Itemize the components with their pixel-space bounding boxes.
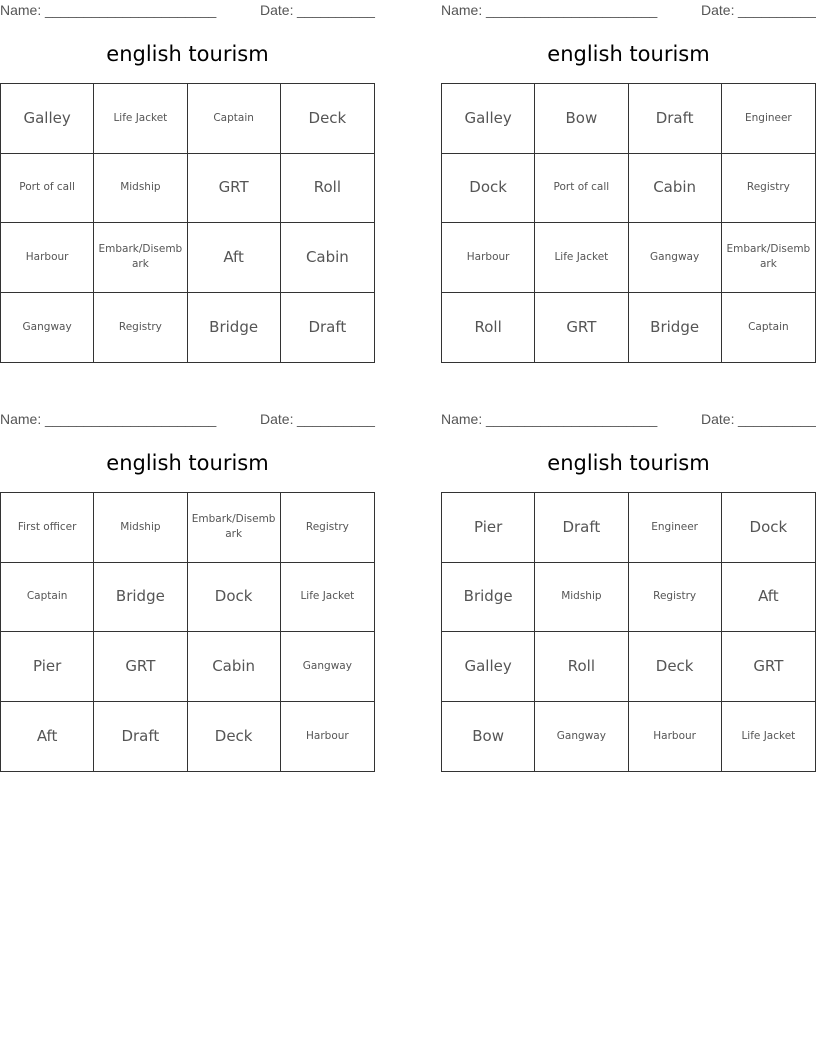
bingo-cell: Bow xyxy=(442,702,535,772)
bingo-cell: Embark/Disembark xyxy=(188,493,281,563)
bingo-cell: Embark/Disembark xyxy=(94,223,187,293)
card-title: english tourism xyxy=(106,42,269,66)
bingo-cell: Bow xyxy=(535,84,628,154)
name-label: Name: xyxy=(441,2,483,18)
name-label: Name: xyxy=(0,2,42,18)
bingo-cell: Deck xyxy=(629,632,722,702)
bingo-cell: Roll xyxy=(442,293,535,363)
card-header xyxy=(441,2,816,20)
bingo-cell: Draft xyxy=(629,84,722,154)
name-blank: ______________________ xyxy=(486,2,658,18)
bingo-cell: Pier xyxy=(1,632,94,702)
bingo-cell: Captain xyxy=(188,84,281,154)
name-blank: ______________________ xyxy=(45,2,217,18)
bingo-cell: Pier xyxy=(442,493,535,563)
bingo-cell: Dock xyxy=(442,154,535,224)
date-blank: __________ xyxy=(738,2,816,18)
bingo-grid xyxy=(0,83,375,363)
card-title: english tourism xyxy=(547,451,710,475)
date-blank: __________ xyxy=(738,411,816,427)
bingo-cell: Cabin xyxy=(281,223,374,293)
bingo-cell: Dock xyxy=(722,493,815,563)
date-label: Date: xyxy=(260,2,294,18)
bingo-cell: Dock xyxy=(188,563,281,633)
bingo-cell: Gangway xyxy=(629,223,722,293)
bingo-cell: Engineer xyxy=(629,493,722,563)
bingo-cell: Deck xyxy=(188,702,281,772)
bingo-card-3 xyxy=(0,409,375,774)
bingo-cell: Galley xyxy=(442,632,535,702)
bingo-cell: Midship xyxy=(94,493,187,563)
bingo-cell: Gangway xyxy=(535,702,628,772)
date-label: Date: xyxy=(701,411,735,427)
bingo-cell: GRT xyxy=(94,632,187,702)
bingo-cell: GRT xyxy=(722,632,815,702)
bingo-cell: First officer xyxy=(1,493,94,563)
date-label: Date: xyxy=(701,2,735,18)
bingo-cell: Cabin xyxy=(188,632,281,702)
name-blank: ______________________ xyxy=(45,411,217,427)
bingo-cell: Life Jacket xyxy=(94,84,187,154)
bingo-cell: Port of call xyxy=(1,154,94,224)
bingo-grid xyxy=(441,492,816,772)
date-label: Date: xyxy=(260,411,294,427)
bingo-cell: Harbour xyxy=(629,702,722,772)
bingo-cell: Bridge xyxy=(442,563,535,633)
bingo-card-2 xyxy=(441,0,816,365)
bingo-card-1 xyxy=(0,0,375,365)
bingo-cell: Captain xyxy=(1,563,94,633)
bingo-grid xyxy=(441,83,816,363)
bingo-cell: Harbour xyxy=(442,223,535,293)
bingo-grid xyxy=(0,492,375,772)
bingo-cell: Roll xyxy=(281,154,374,224)
name-blank: ______________________ xyxy=(486,411,658,427)
bingo-cell: GRT xyxy=(535,293,628,363)
card-header xyxy=(0,2,375,20)
bingo-cell: Draft xyxy=(308,317,347,336)
bingo-cell: Registry xyxy=(94,293,187,363)
bingo-cell: Registry xyxy=(629,563,722,633)
card-header xyxy=(441,411,816,429)
bingo-cell: Draft xyxy=(535,493,628,563)
bingo-cell: Cabin xyxy=(629,154,722,224)
date-blank: __________ xyxy=(297,411,375,427)
name-label: Name: xyxy=(441,411,483,427)
bingo-cell: GRT xyxy=(188,154,281,224)
bingo-cell: Life Jacket xyxy=(535,223,628,293)
bingo-cell: Bridge xyxy=(188,293,281,363)
bingo-cell: Draft xyxy=(94,702,187,772)
bingo-cell: Galley xyxy=(442,84,535,154)
bingo-cell: Gangway xyxy=(1,293,94,363)
bingo-cell: Bridge xyxy=(94,563,187,633)
bingo-cell: Port of call xyxy=(535,154,628,224)
bingo-cell: Midship xyxy=(94,154,187,224)
bingo-cell: Deck xyxy=(281,84,374,154)
bingo-cell: Bridge xyxy=(629,293,722,363)
card-header xyxy=(0,411,375,429)
bingo-cell: Harbour xyxy=(306,729,349,742)
bingo-cell: Life Jacket xyxy=(281,563,374,633)
bingo-cell: Registry xyxy=(722,154,815,224)
card-title: english tourism xyxy=(106,451,269,475)
bingo-cell: Embark/Disembark xyxy=(722,223,815,293)
bingo-cell: Engineer xyxy=(722,84,815,154)
bingo-cell: Aft xyxy=(1,702,94,772)
bingo-cell: Captain xyxy=(748,320,789,333)
bingo-cell: Aft xyxy=(188,223,281,293)
bingo-cell: Midship xyxy=(535,563,628,633)
name-label: Name: xyxy=(0,411,42,427)
bingo-cell: Harbour xyxy=(1,223,94,293)
card-title: english tourism xyxy=(547,42,710,66)
bingo-cell: Gangway xyxy=(281,632,374,702)
bingo-cell: Life Jacket xyxy=(741,729,796,742)
bingo-cell: Registry xyxy=(281,493,374,563)
bingo-card-4 xyxy=(441,409,816,774)
bingo-cell: Aft xyxy=(722,563,815,633)
bingo-cell: Roll xyxy=(535,632,628,702)
date-blank: __________ xyxy=(297,2,375,18)
bingo-cell: Galley xyxy=(1,84,94,154)
